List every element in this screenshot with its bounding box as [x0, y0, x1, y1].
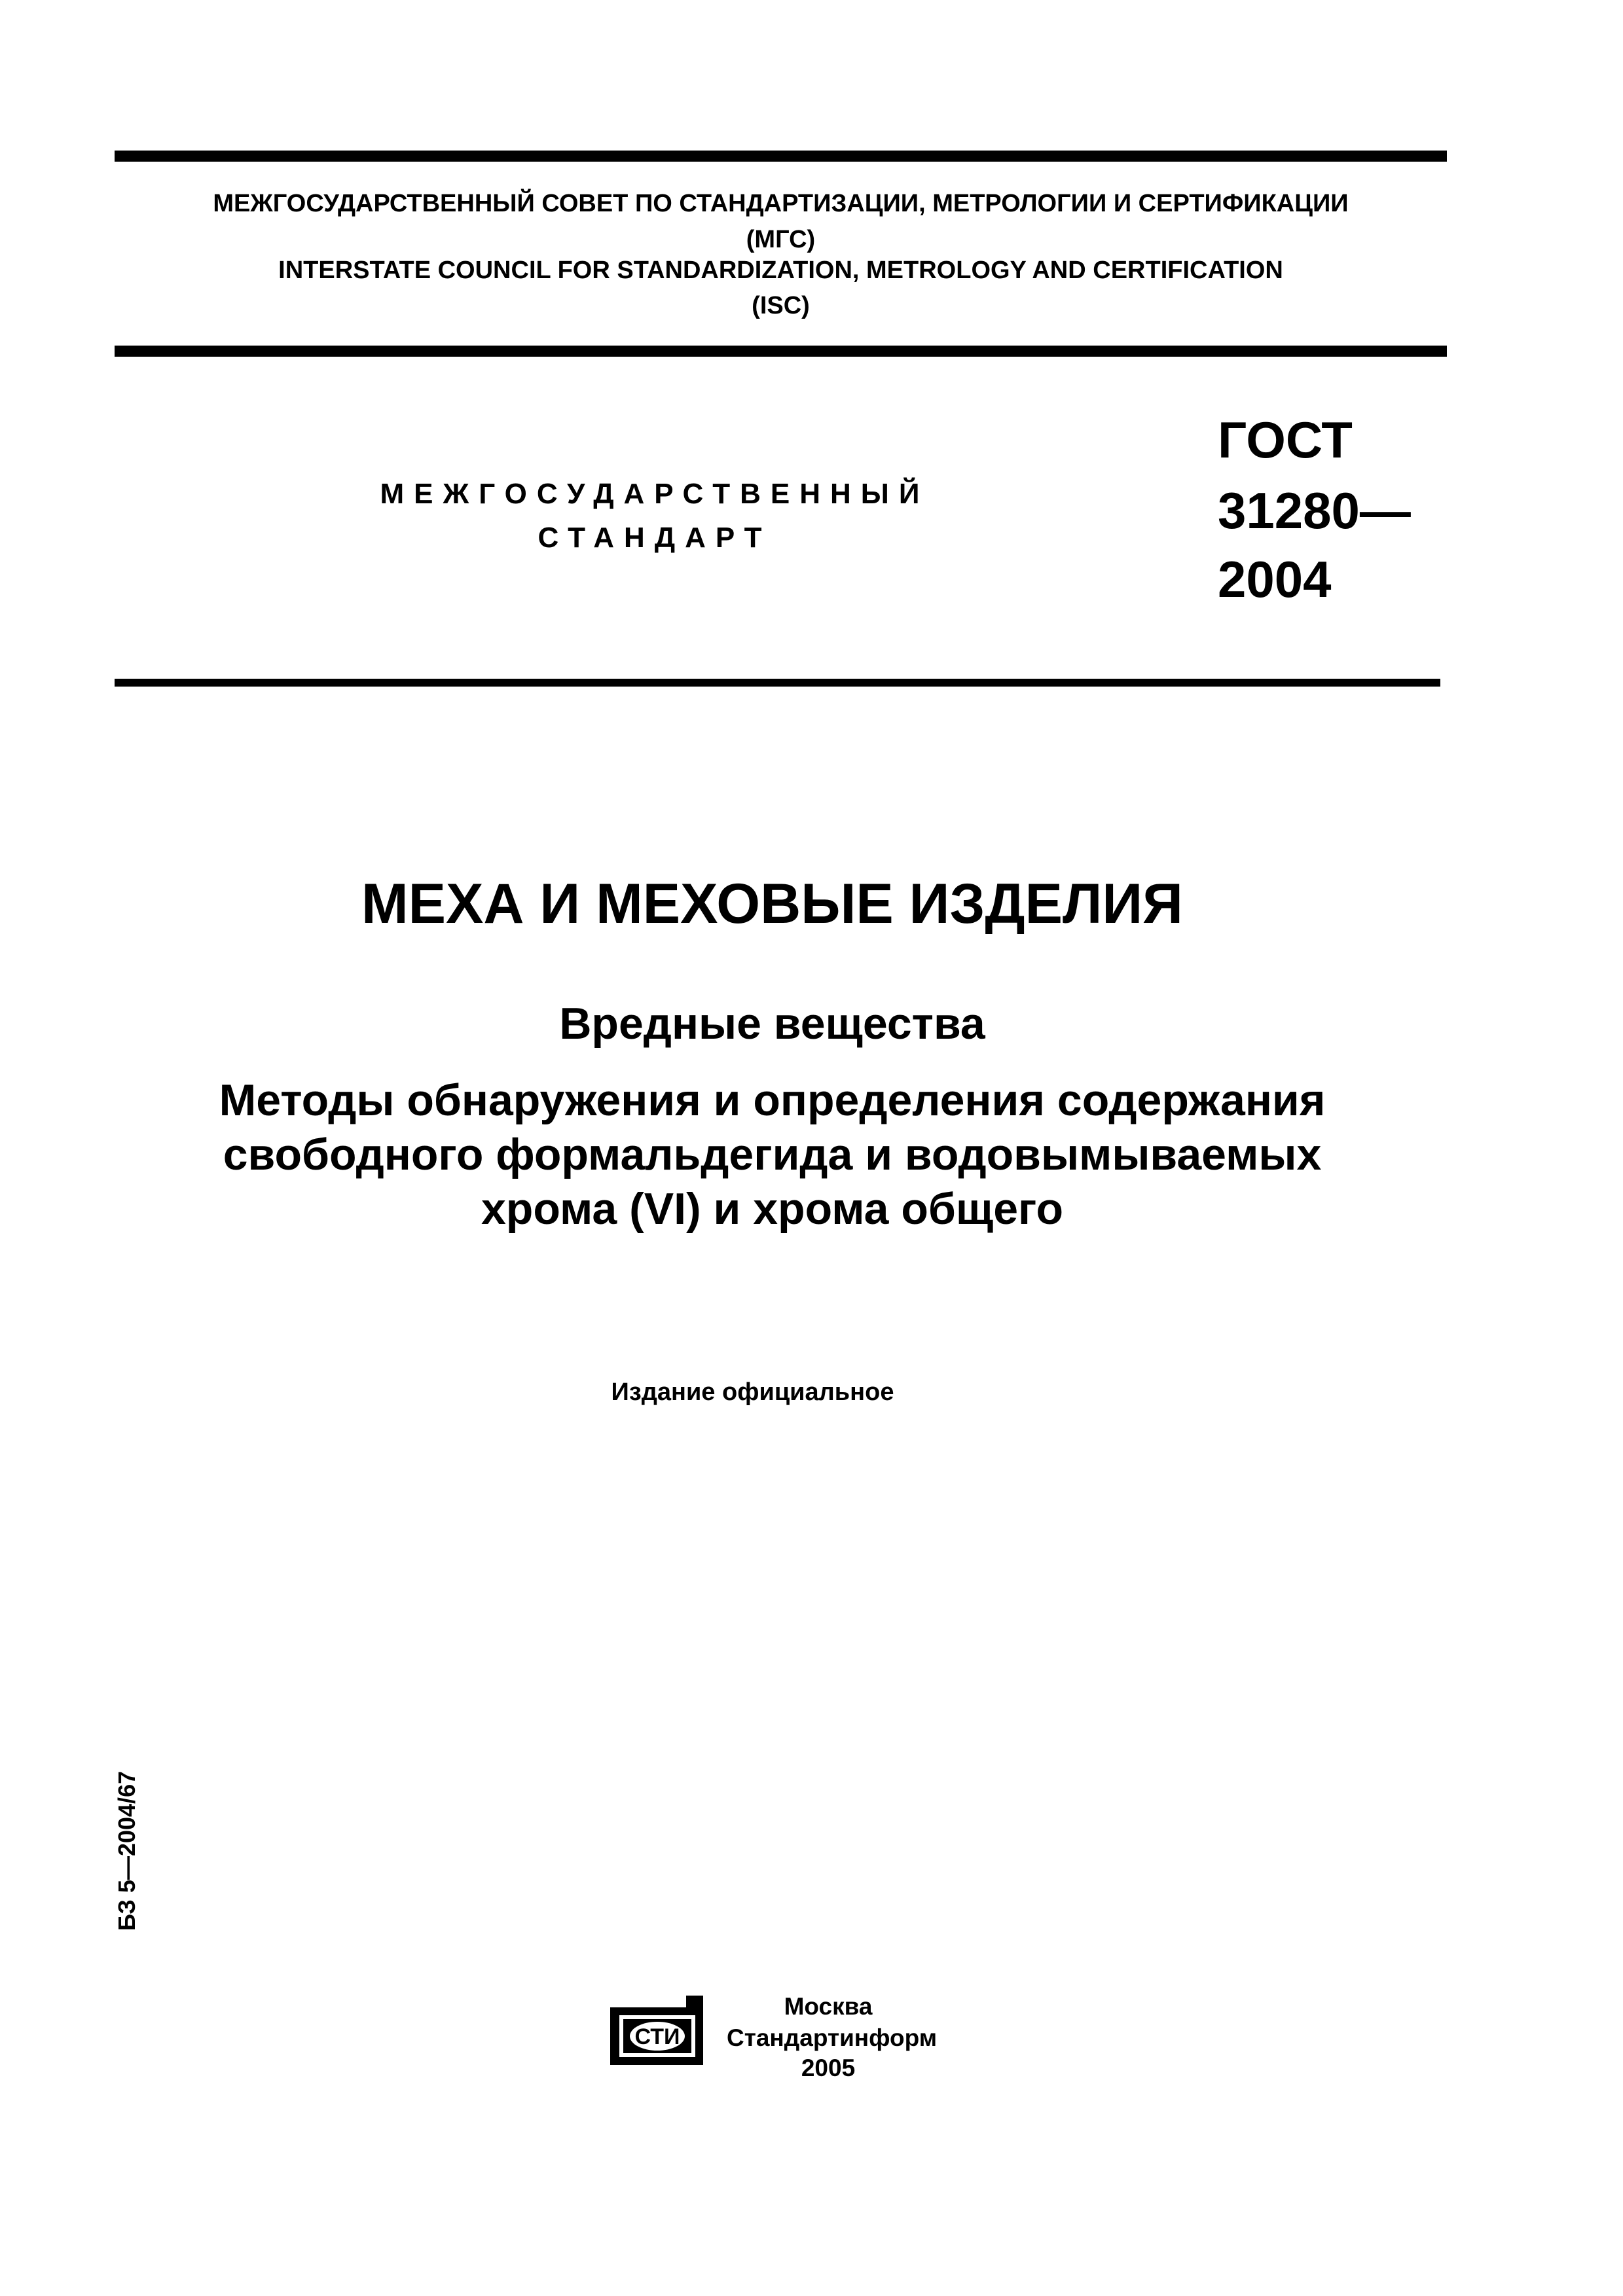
- standard-type-line-1: МЕЖГОСУДАРСТВЕННЫЙ: [380, 478, 930, 510]
- publication-year: 2005: [801, 2054, 856, 2081]
- middle-rule: [115, 346, 1447, 357]
- methods-title-line-1: Методы обнаружения и определения содержания: [219, 1075, 1326, 1125]
- standartinform-logo: [608, 1992, 706, 2070]
- council-name-ru: МЕЖГОСУДАРСТВЕННЫЙ СОВЕТ ПО СТАНДАРТИЗАЦИИ, МЕТРОЛОГИИ И СЕРТИФИКАЦИИ: [213, 190, 1349, 217]
- lower-rule: [115, 679, 1440, 687]
- council-abbr-ru: (МГС): [746, 226, 816, 253]
- publisher-name: Стандартинформ: [727, 2024, 938, 2051]
- document-title: МЕХА И МЕХОВЫЕ ИЗДЕЛИЯ: [361, 872, 1183, 935]
- gost-number: 31280—: [1218, 482, 1411, 539]
- edition-label: Издание официальное: [611, 1378, 894, 1406]
- publisher-city: Москва: [784, 1993, 873, 2020]
- council-name-en: INTERSTATE COUNCIL FOR STANDARDIZATION, METROLOGY AND CERTIFICATION: [278, 257, 1283, 284]
- standard-type-line-2: СТАНДАРТ: [538, 522, 772, 554]
- methods-title-line-2: свободного формальдегида и водовымываемых: [223, 1130, 1322, 1179]
- gost-prefix: ГОСТ: [1218, 411, 1353, 469]
- methods-title-line-3: хрома (VI) и хрома общего: [481, 1184, 1064, 1234]
- council-abbr-en: (ISC): [752, 292, 810, 319]
- document-subtitle: Вредные вещества: [559, 999, 985, 1049]
- top-rule: [115, 151, 1447, 162]
- logo-lettering: СТИ: [634, 2024, 680, 2049]
- gost-year: 2004: [1218, 550, 1332, 608]
- side-catalog-code: БЗ 5—2004/67: [113, 1770, 140, 1931]
